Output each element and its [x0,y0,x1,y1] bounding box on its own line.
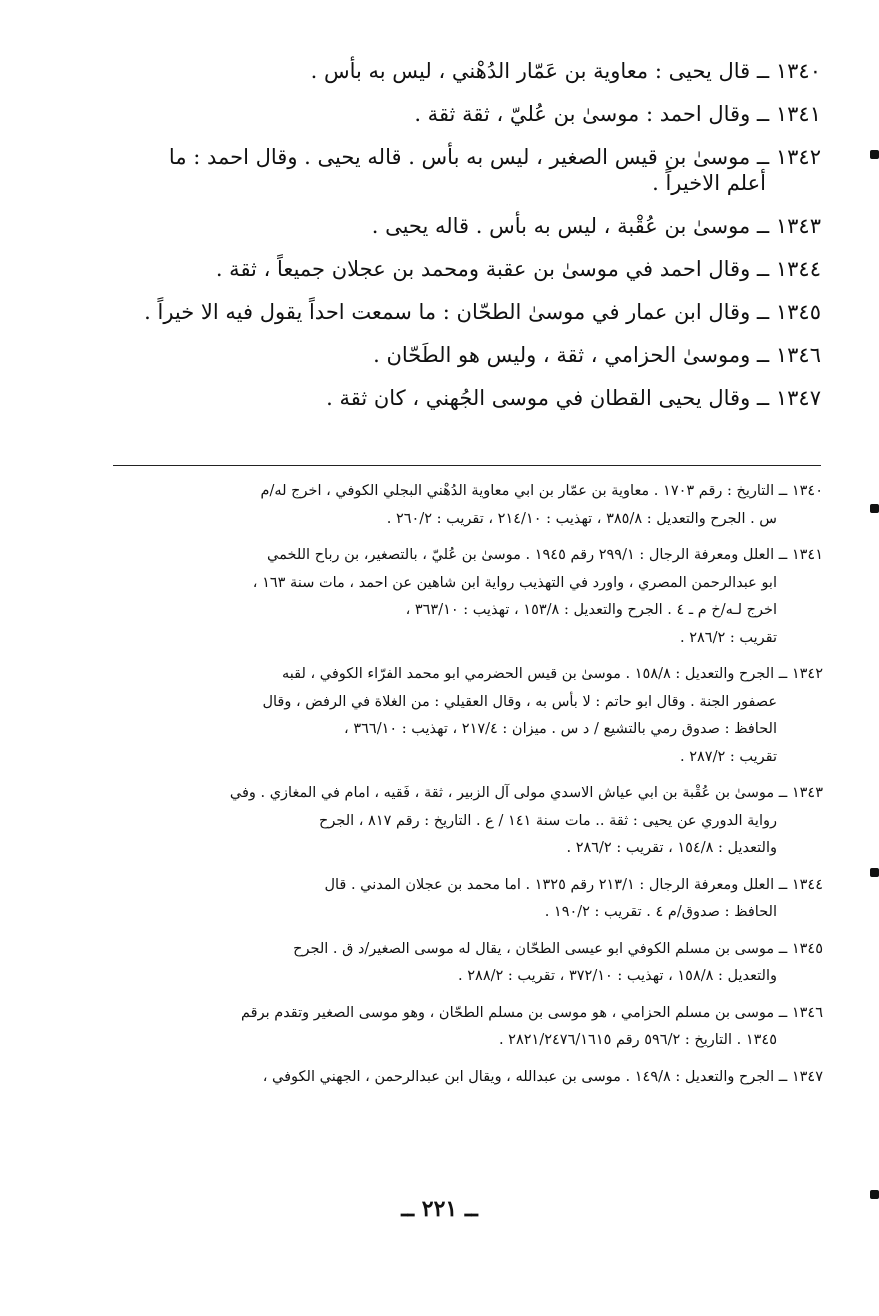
footnote-1347 [111,1064,823,1092]
footnote-line: ١٣٤٦ ــ موسى بن مسلم الحزامي ، هو موسى بن مسلم الطحّان ، وهو موسى الصغير وتقدم برقم [240,1004,823,1021]
footnote-line: رواية الدوري عن يحيى : ثقة .. مات سنة ١٤١ / ع . التاريخ : رقم ٨١٧ ، الجرح [318,812,777,829]
footnote-line: والتعديل : ١٥٨/٨ ، تهذيب : ٣٧٢/١٠ ، تقريب : ٢٨٨/٢ . [458,968,777,984]
main-entry-line: ١٣٤٢ ــ موسىٰ بن قيس الصغير ، ليس به بأس . قاله يحيى . وقال احمد : ما [168,145,821,169]
footnote-1345 [111,936,823,991]
footnote-line: ١٣٤٥ . التاريخ : ٥٩٦/٢ رقم ٢٨٢١/٢٤٧٦/١٦١٥ . [498,1032,777,1048]
footnote-line: تقريب : ٢٨٧/٢ . [679,748,777,765]
edge-mark [870,150,879,159]
footnote-line: عصفور الجنة . وقال ابو حاتم : لا بأس به ، وقال العقيلي : من الغلاة في الرفض ، وقال [262,693,777,710]
main-entry-line: ١٣٤٧ ــ وقال يحيى القطان في موسى الجُهني ، كان ثقة . [326,386,821,410]
main-entry-1346 [111,342,821,368]
footnote-1344 [111,872,823,927]
edge-mark [870,1190,879,1199]
main-entry-line: ١٣٤٠ ــ قال يحيى : معاوية بن عَمّار الدُهْني ، ليس به بأس . [310,59,821,83]
footnote-line: ١٣٤١ ــ العلل ومعرفة الرجال : ٢٩٩/١ رقم ١٩٤٥ . موسىٰ بن عُليّ ، بالتصغير، بن رباح اللخمي [267,547,823,563]
footnote-line: تقريب : ٢٨٦/٢ . [679,629,777,646]
main-entry-1345 [111,299,821,325]
footnote-line: س . الجرح والتعديل : ٣٨٥/٨ ، تهذيب : ٢١٤/١٠ ، تقريب : ٢٦٠/٢ . [386,510,777,527]
footnote-1340 [111,478,823,533]
footnote-line: اخرج لـه/خ م ـ ٤ . الجرح والتعديل : ١٥٣/٨ ، تهذيب : ٣٦٣/١٠ ، [405,602,777,618]
footnote-line: ١٣٤٣ ــ موسىٰ بن عُقْبة بن ابي عياش الاسدي مولى آل الزبير ، ثقة ، فَقيه ، امام في المغازي . وفي [229,785,823,801]
edge-mark [870,504,879,513]
main-entry-line: ١٣٤٣ ــ موسىٰ بن عُقْبة ، ليس به بأس . قاله يحيى . [371,214,821,238]
footnote-line: ١٣٤٤ ــ العلل ومعرفة الرجال : ٢١٣/١ رقم ١٣٢٥ . اما محمد بن عجلان المدني . قال [324,876,823,893]
main-entry-line-continued: أعلم الاخيراً . [652,171,766,195]
footnote-line: ١٣٤٥ ــ موسى بن مسلم الكوفي ابو عيسى الطحّان ، يقال له موسى الصغير/د ق . الجرح [293,940,823,957]
footnote-1341 [111,542,823,652]
main-entry-line: ١٣٤٥ ــ وقال ابن عمار في موسىٰ الطحّان : ما سمعت احداً يقول فيه الا خيراً . [144,300,821,324]
page-number: ــ ٢٢١ ــ [401,1196,478,1222]
footnote-line: والتعديل : ١٥٤/٨ ، تقريب : ٢٨٦/٢ . [566,840,777,856]
main-entry-line: ١٣٤٤ ــ وقال احمد في موسىٰ بن عقبة ومحمد بن عجلان جميعاً ، ثقة . [215,257,821,281]
edge-mark [870,868,879,877]
footnote-line: ابو عبدالرحمن المصري ، واورد في التهذيب رواية ابن شاهين عن احمد ، مات سنة ١٦٣ ، [252,574,777,591]
footnote-line: ١٣٤٢ ــ الجرح والتعديل : ١٥٨/٨ . موسىٰ بن قيس الحضرمي ابو محمد الفرّاء الكوفي ، لقبه [281,666,823,682]
footnote-line: ١٣٤٠ ــ التاريخ : رقم ١٧٠٣ . معاوية بن عمّار بن ابي معاوية الدُهْني البجلي الكوفي ، اخرج له/م [260,483,823,499]
main-entry-line: ١٣٤١ ــ وقال احمد : موسىٰ بن عُليّ ، ثقة ثقة . [414,102,821,126]
footnote-1342 [111,661,823,771]
footnote-line: الحافظ : صدوق/م ٤ . تقريب : ١٩٠/٢ . [544,904,777,920]
main-entry-1347 [111,385,821,411]
footnotes [111,478,823,1100]
main-entry-1341 [111,101,821,127]
footnote-divider [113,465,821,466]
footnote-line: الحافظ : صدوق رمي بالتشيع / د س . ميزان : ٢١٧/٤ ، تهذيب : ٣٦٦/١٠ ، [344,721,777,737]
main-entry-1343 [111,213,821,239]
main-entry-line: ١٣٤٦ ــ وموسىٰ الحزامي ، ثقة ، وليس هو الطَحّان . [373,343,821,367]
footnote-line: ١٣٤٧ ــ الجرح والتعديل : ١٤٩/٨ . موسى بن عبدالله ، ويقال ابن عبدالرحمن ، الجهني الكوفي ، [262,1068,823,1085]
footnote-1343 [111,780,823,863]
main-text [111,58,821,428]
main-entry-1340 [111,58,821,84]
main-entry-1342 [111,144,821,196]
main-entry-1344 [111,256,821,282]
footnote-1346 [111,1000,823,1055]
